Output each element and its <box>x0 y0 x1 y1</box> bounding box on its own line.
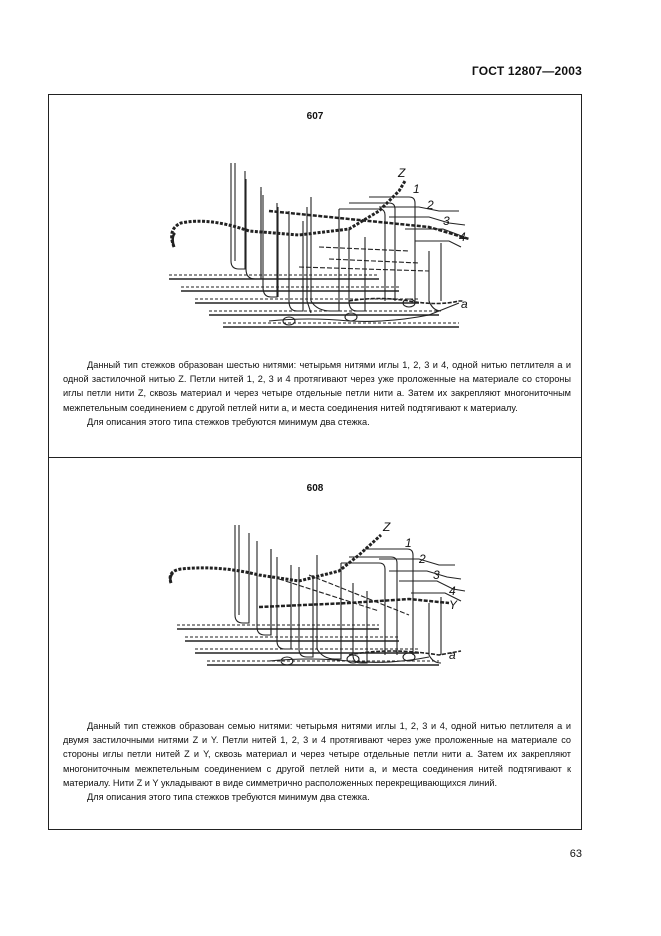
label-y: Y <box>449 598 458 612</box>
page-number: 63 <box>569 848 582 860</box>
looper-thread-a <box>177 625 461 665</box>
label-a: a <box>461 297 468 311</box>
needle-threads <box>235 525 465 663</box>
label-3: 3 <box>433 568 440 582</box>
section-607 <box>49 95 581 457</box>
section-608 <box>49 457 581 831</box>
label-a: a <box>449 648 456 662</box>
stitch-type-number: 607 <box>306 111 324 122</box>
label-2: 2 <box>427 198 434 212</box>
label-4: 4 <box>459 230 466 244</box>
looper-thread-a <box>169 275 464 327</box>
label-2: 2 <box>419 552 426 566</box>
label-4: 4 <box>449 584 456 598</box>
label-z: Z <box>383 520 391 534</box>
label-1: 1 <box>413 182 420 196</box>
document-header: ГОСТ 12807—2003 <box>471 64 582 78</box>
cover-thread-z <box>172 181 469 247</box>
note-paragraph: Для описания этого типа стежков требуются минимум два стежка. <box>87 792 370 803</box>
description-paragraph: Данный тип стежков образован семью нитями: четырьмя нитями иглы 1, 2, 3 и 4, одной нитью петлителя a и двумя застилочными нитями Z и Y. Петли нитей 1, 2, 3 и 4 протягивают через уже проложенные на материале со стороны иглы петли нитей Z и Y, сквозь материал и через четыре отдельные петли нити a. Затем их закрепляют многониточным межпетельным соединением с другой петлей нити a, и места соединения нитей подтягивают к материалу. Нити Z и Y укладывают в виде симметрично расположенных перекрещивающихся линий. <box>63 721 571 788</box>
stitch-type-number: 608 <box>306 483 324 494</box>
stitch-types-frame <box>48 94 582 830</box>
section-text <box>63 719 571 804</box>
note-paragraph: Для описания этого типа стежков требуются минимум два стежка. <box>87 416 370 427</box>
section-text <box>63 358 571 429</box>
stitch-diagram-607 <box>49 151 583 341</box>
stitch-diagram-608 <box>49 519 583 689</box>
label-1: 1 <box>405 536 412 550</box>
label-3: 3 <box>443 214 450 228</box>
label-z: Z <box>398 166 406 180</box>
description-paragraph: Данный тип стежков образован шестью нитями: четырьмя нитями иглы 1, 2, 3 и 4, одной нитью петлителя a и одной застилочной нитью Z. Петли нитей 1, 2, 3 и 4 протягивают через уже проложенные на материале со стороны иглы петли нити Z, сквозь материал и через четыре отдельные петли нити a. Затем их закрепляют многониточным межпетельным соединением с другой петлей нити a, и места соединения нитей подтягивают к материалу. <box>63 360 571 413</box>
